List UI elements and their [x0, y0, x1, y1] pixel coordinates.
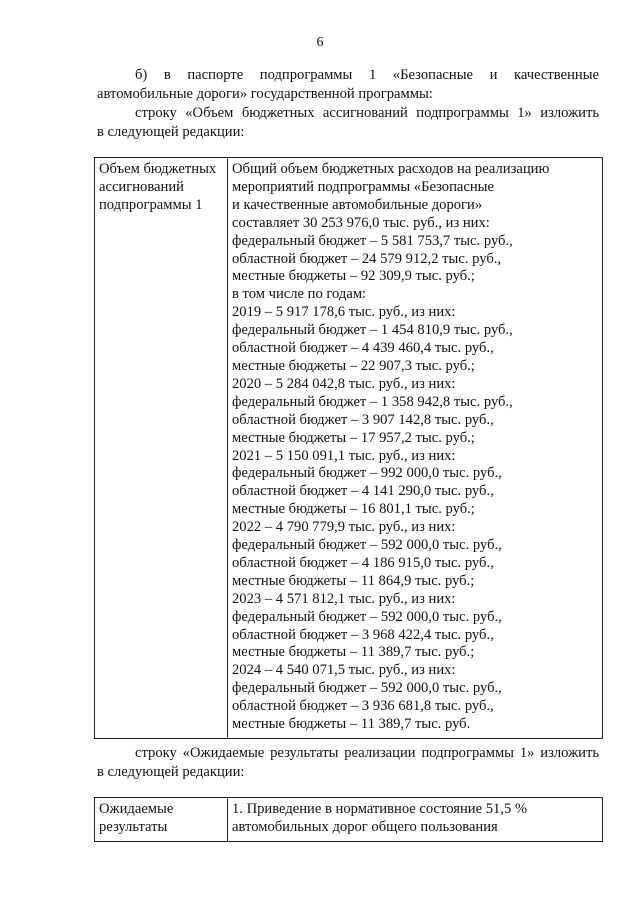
budget-line: 2020 – 5 284 042,8 тыс. руб., из них:: [232, 375, 456, 392]
intro-line-1: б) в паспорте подпрограммы 1 «Безопасные и качественные: [135, 67, 599, 83]
budget-line: и качественные автомобильные дороги»: [232, 196, 483, 213]
budget-line: местные бюджеты – 11 389,7 тыс. руб.: [232, 716, 471, 733]
budget-line: федеральный бюджет – 592 000,0 тыс. руб.,: [232, 608, 502, 625]
budget-line: составляет 30 253 976,0 тыс. руб., из них:: [232, 214, 490, 231]
budget-line: 2019 – 5 917 178,6 тыс. руб., из них:: [232, 304, 456, 321]
budget-line: Общий объем бюджетных расходов на реализацию: [232, 161, 550, 177]
results-instruction-paragraph: [97, 744, 599, 782]
budget-line: федеральный бюджет – 5 581 753,7 тыс. руб.,: [232, 232, 513, 249]
budget-line: местные бюджеты – 11 864,9 тыс. руб.;: [232, 572, 475, 589]
budget-line: федеральный бюджет – 992 000,0 тыс. руб.,: [232, 465, 502, 482]
budget-line: 2021 – 5 150 091,1 тыс. руб., из них:: [232, 447, 456, 464]
results-line: автомобильных дорог общего пользования: [232, 818, 498, 835]
budget-table: [94, 157, 603, 739]
budget-line: местные бюджеты – 17 957,2 тыс. руб.;: [232, 429, 475, 446]
budget-line: местные бюджеты – 16 801,1 тыс. руб.;: [232, 501, 475, 518]
budget-line: местные бюджеты – 22 907,3 тыс. руб.;: [232, 357, 475, 374]
budget-line: областной бюджет – 3 968 422,4 тыс. руб.,: [232, 626, 494, 643]
instruction-paragraph: [97, 104, 599, 142]
results-table-row: [95, 798, 603, 842]
results-instruction-line-2: в следующей редакции:: [97, 764, 245, 780]
budget-table-row: [95, 158, 603, 739]
budget-line: областной бюджет – 4 141 290,0 тыс. руб.,: [232, 483, 494, 500]
budget-line: 2024 – 4 540 071,5 тыс. руб., из них:: [232, 662, 456, 679]
results-label-cell: [95, 798, 228, 842]
instruction-line-1: строку «Объем бюджетных ассигнований подпрограммы 1» изложить: [135, 105, 599, 121]
results-table: [94, 797, 603, 842]
budget-line: областной бюджет – 4 186 915,0 тыс. руб.,: [232, 554, 494, 571]
results-line: 1. Приведение в нормативное состояние 51,5 %: [232, 801, 528, 817]
budget-line: местные бюджеты – 92 309,9 тыс. руб.;: [232, 268, 475, 285]
budget-content-cell: [228, 158, 603, 739]
budget-line: федеральный бюджет – 1 358 942,8 тыс. руб.,: [232, 393, 513, 410]
budget-label-line: ассигнований: [99, 178, 184, 195]
budget-line: в том числе по годам:: [232, 286, 367, 303]
budget-line: федеральный бюджет – 592 000,0 тыс. руб.,: [232, 680, 502, 697]
intro-line-2: автомобильные дороги» государственной программы:: [97, 86, 433, 102]
results-instruction-line-1: строку «Ожидаемые результаты реализации подпрограммы 1» изложить: [135, 745, 599, 761]
budget-line: областной бюджет – 24 579 912,2 тыс. руб.,: [232, 250, 502, 267]
intro-paragraph: [97, 66, 599, 104]
instruction-line-2: в следующей редакции:: [97, 124, 245, 140]
budget-label-line: Объем бюджетных: [99, 161, 217, 177]
page-number: 6: [316, 35, 324, 50]
budget-line: 2023 – 4 571 812,1 тыс. руб., из них:: [232, 590, 456, 607]
budget-line: 2022 – 4 790 779,9 тыс. руб., из них:: [232, 519, 456, 536]
results-label-line: результаты: [99, 818, 168, 835]
budget-line: областной бюджет – 3 907 142,8 тыс. руб.,: [232, 411, 494, 428]
budget-line: федеральный бюджет – 592 000,0 тыс. руб.,: [232, 537, 502, 554]
budget-line: федеральный бюджет – 1 454 810,9 тыс. руб.,: [232, 322, 513, 339]
budget-label-line: подпрограммы 1: [99, 196, 203, 213]
budget-line: мероприятий подпрограммы «Безопасные: [232, 178, 494, 195]
budget-label-cell: [95, 158, 228, 739]
results-label-line: Ожидаемые: [99, 801, 174, 817]
budget-line: областной бюджет – 4 439 460,4 тыс. руб.,: [232, 340, 494, 357]
results-content-cell: [228, 798, 603, 842]
budget-line: областной бюджет – 3 936 681,8 тыс. руб.,: [232, 698, 494, 715]
budget-line: местные бюджеты – 11 389,7 тыс. руб.;: [232, 644, 475, 661]
